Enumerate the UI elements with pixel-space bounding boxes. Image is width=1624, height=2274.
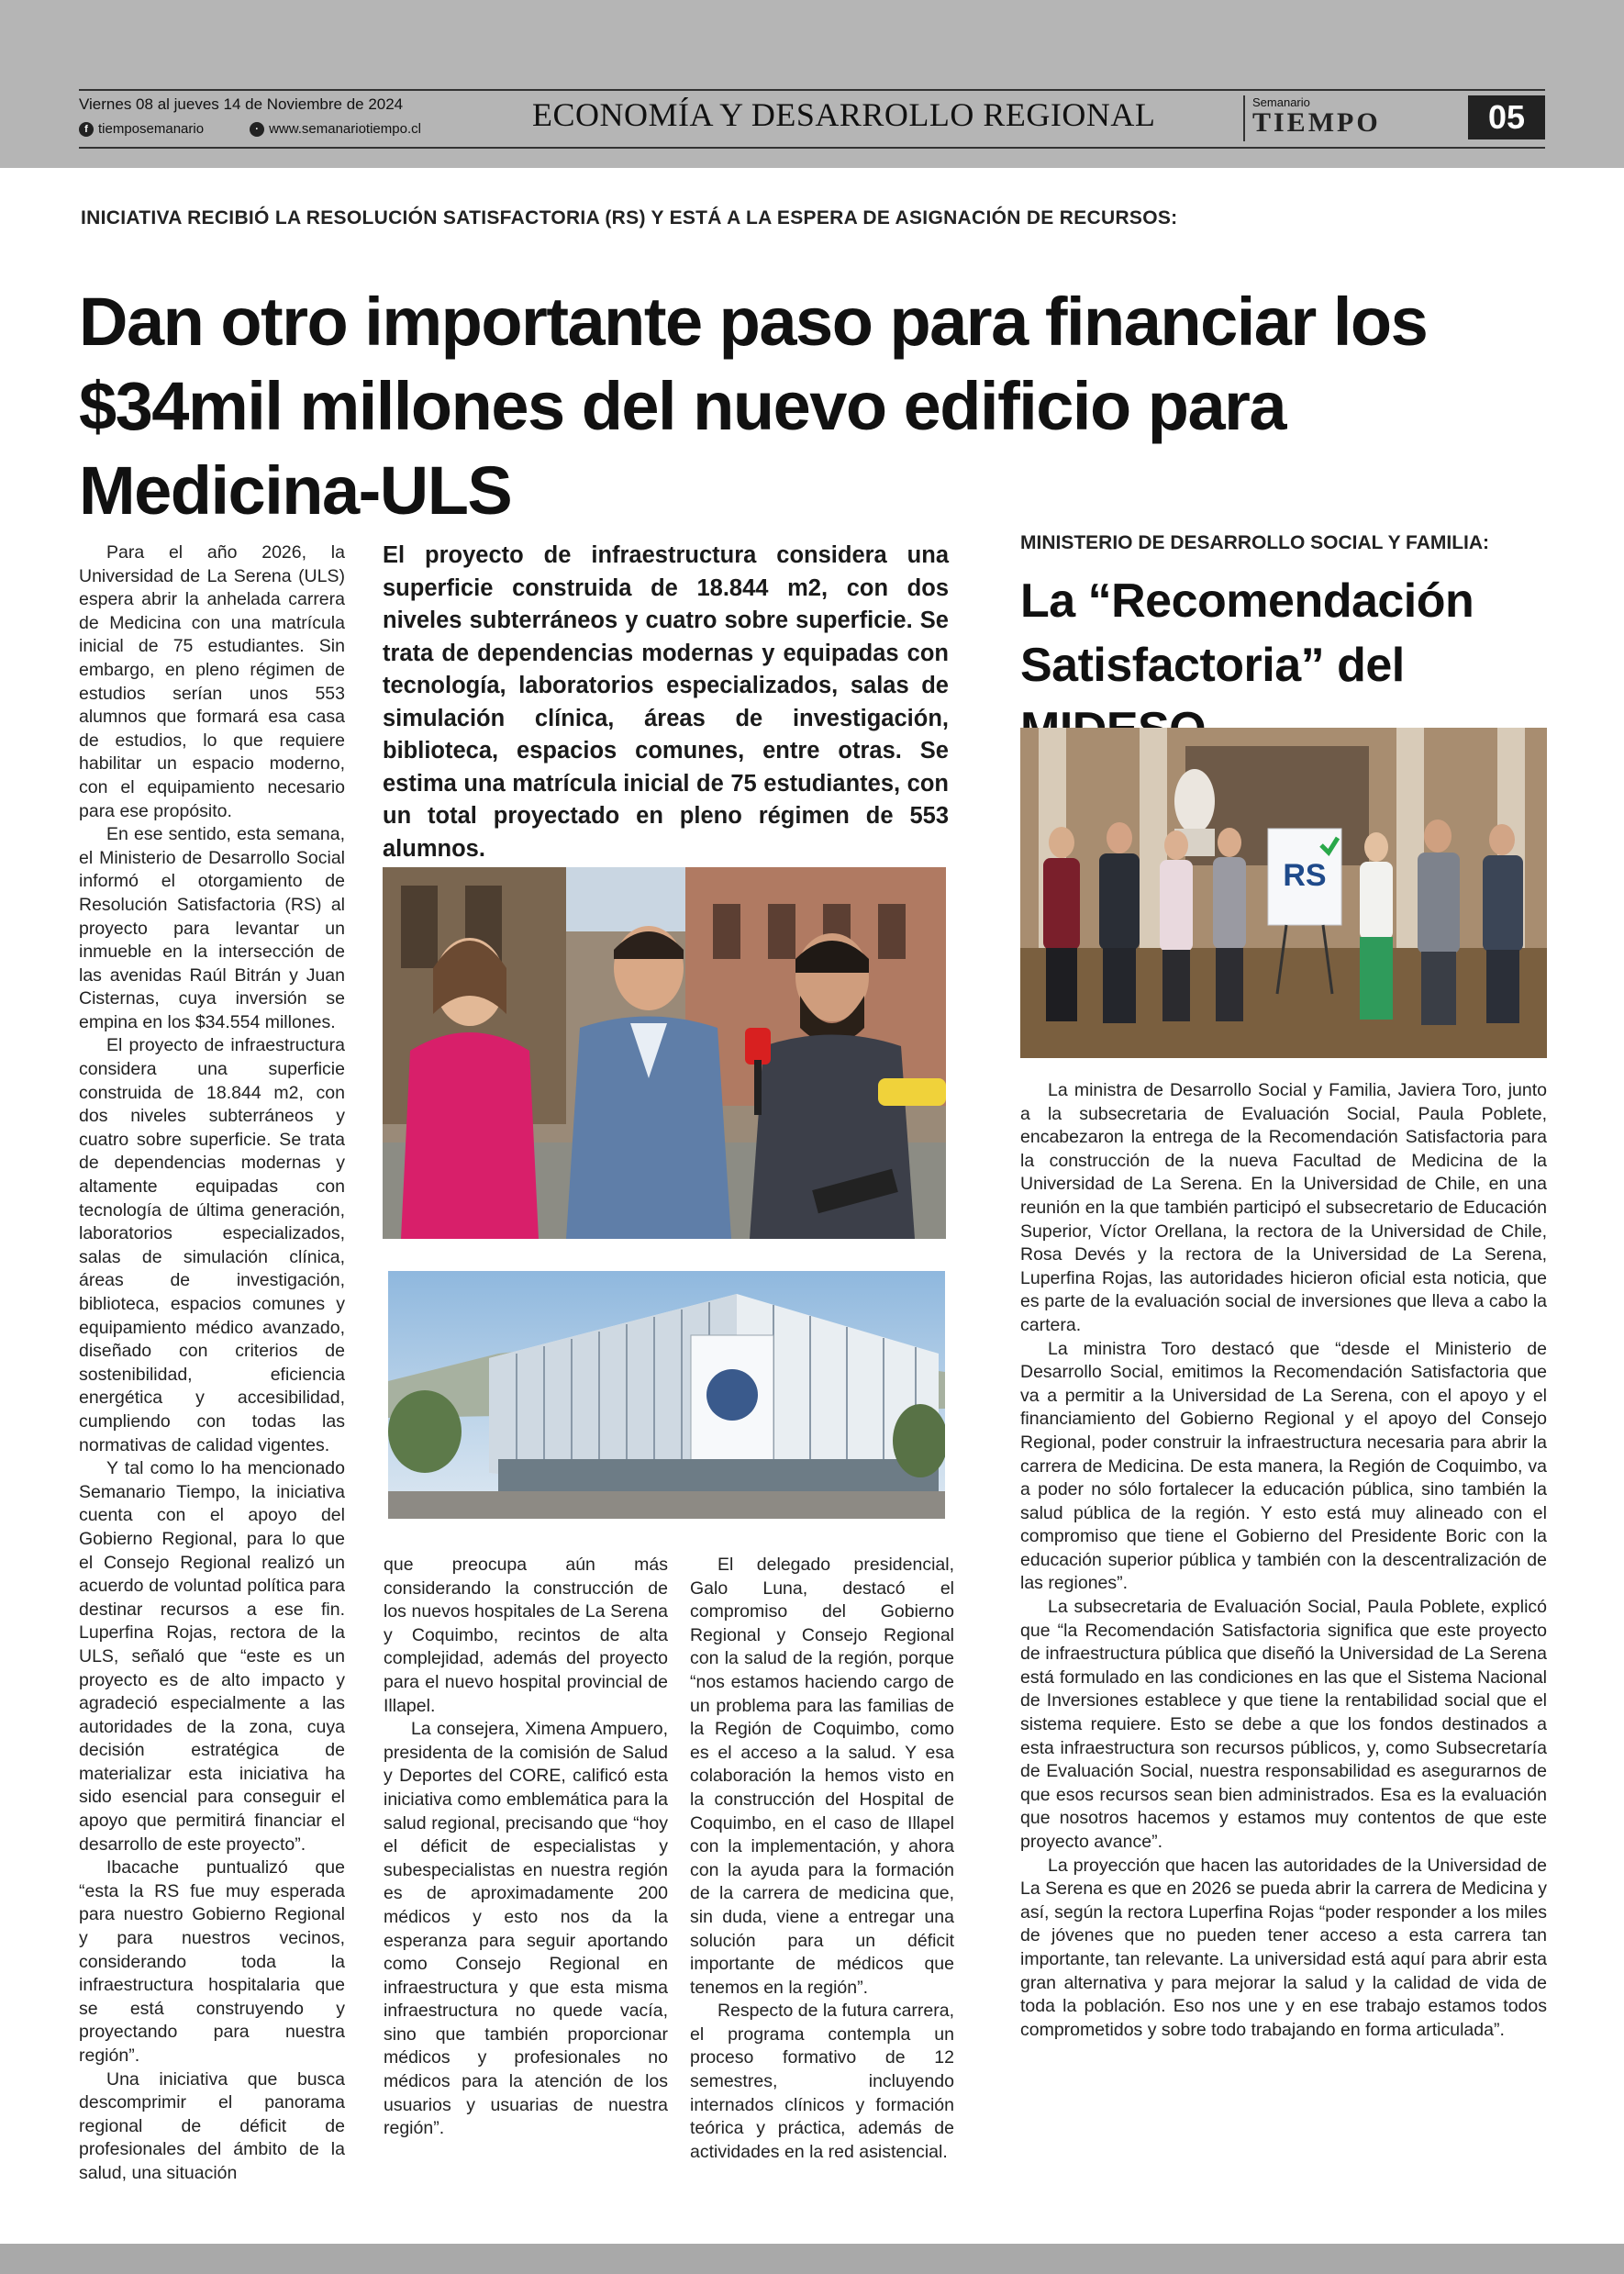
sidebar-body [1020, 1079, 1547, 2042]
header-rule-top [79, 89, 1545, 91]
article-column-2 [384, 1554, 668, 2141]
article-column-3 [690, 1554, 954, 2164]
issue-date: Viernes 08 al jueves 14 de Noviembre de 2024 [79, 95, 404, 113]
page-number: 05 [1468, 95, 1545, 139]
website-link[interactable] [250, 121, 421, 137]
brand-logo [1243, 95, 1436, 141]
article-column-1 [79, 541, 345, 2186]
paragraph: La ministra Toro destacó que “desde el Ministerio de Desarrollo Social, emitimos la Recomendación Satisfactoria que va a permitir a la Universidad de La Serena, con el apoyo y el financiamiento del Gobierno Regional y el apoyo del Consejo Regional, poder construir la infraestructura necesaria para abrir la carrera de Medicina. De esta manera, la Región de Coquimbo, va a poder no sólo fortalecer la educación pública, sino también la salud pública de la región. Y esto está muy alineado con el compromiso que tiene el Gobierno del Presidente Boric con la educación superior pública y también con la descentralización de las regiones”. [1020, 1338, 1547, 1594]
paragraph: que preocupa aún más considerando la construcción de los nuevos hospitales de La Serena y Coquimbo, recintos de alta complejidad, además del proyecto para el nuevo hospital provincial de Illapel. [384, 1555, 668, 1716]
paragraph: El delegado presidencial, Galo Luna, destacó el compromiso del Gobierno Regional y Consejo Regional con la salud de la región, porque “nos estamos haciendo cargo de un problema para las familias de la Región de Coquimbo, como es el acceso a la salud. Y esa colaboración la hemos visto en la construcción del Hospital de Coquimbo, en el caso de Illapel con la implementación, y ahora con la ayuda para la formación de la carrera de medicina que, sin duda, viene a entregar una solución para un déficit importante de médicos que tenemos en la región”. [690, 1555, 954, 1998]
paragraph: Respecto de la futura carrera, el programa contempla un proceso formativo de 12 semestres, incluyendo internados clínicos y formación teórica y práctica, además de actividades en la red asistencial. [690, 2001, 954, 2162]
brand-name: TIEMPO [1252, 107, 1381, 138]
header-rule-bottom [79, 147, 1545, 149]
paragraph: Y tal como lo ha mencionado Semanario Tiempo, la iniciativa cuenta con el apoyo del Gobierno Regional, para lo que el Consejo Regional realizó un acuerdo de voluntad política para destinar recursos a ese fin. Luperfina Rojas, rectora de la ULS, señaló que “este es un proyecto es de alto impacto y agradeció especialmente a las autoridades de la zona, cuya decisión estratégica de materializar esta iniciativa ha sido esencial para conseguir el apoyo que permitirá financiar el desarrollo de este proyecto”. [79, 1458, 345, 1855]
ministry-ceremony-photo [1020, 728, 1547, 1058]
section-title: ECONOMÍA Y DESARROLLO REGIONAL [532, 96, 1156, 133]
globe-icon: · [250, 122, 264, 137]
paragraph: En ese sentido, esta semana, el Ministerio de Desarrollo Social informó el otorgamiento de Resolución Satisfactoria (RS) al proyecto para levantar un inmueble en la intersección de las avenidas Raúl Bitrán y Juan Cisternas, cuya inversión se empina en los $34.554 millones. [79, 824, 345, 1032]
facebook-icon: f [79, 122, 94, 137]
paragraph: La proyección que hacen las autoridades de la Universidad de La Serena es que en 2026 se pueda abrir la carrera de Medicina y así, según la rectora Luperfina Rojas “poder responder a los miles de jóvenes que no pueden tener acceso a esta carrera tan importante, tan relevante. La universidad está aquí para abrir esta gran alternativa y para mejorar la salud y la calidad de vida de toda la población. Eso nos une y en ese trabajo estamos todos comprometidos y sobre todo trabajando en forma articulada”. [1020, 1855, 1547, 2040]
paragraph: El proyecto de infraestructura considera una superficie construida de 18.844 m2, con dos niveles subterráneos y cuatro sobre superficie. Se trata de dependencias modernas y altamente equipadas con tecnología de última generación, laboratorios especializados, salas de simulación clínica, áreas de investigación, biblioteca, espacios comunes y equipamiento médico avanzado, diseñado con criterios de sostenibilidad, eficiencia energética y accesibilidad, cumpliendo con todas las normativas de calidad vigentes. [79, 1035, 345, 1455]
building-render-image [388, 1271, 945, 1519]
paragraph: Ibacache puntualizó que “esta la RS fue muy esperada para nuestro Gobierno Regional y para nuestros vecinos, considerando toda la infraestructura hospitalaria que se está construyendo y proyectando para nuestra región”. [79, 1857, 345, 2066]
paragraph: Una iniciativa que busca descomprimir el panorama regional de déficit de profesionales del ámbito de la salud, una situación [79, 2068, 345, 2183]
page-top-band [0, 0, 1624, 168]
press-conference-photo [383, 867, 946, 1239]
paragraph: La subsecretaria de Evaluación Social, Paula Poblete, explicó que “la Recomendación Satisfactoria significa que este proyecto de infraestructura pública que diseñó la Universidad de La Serena está formulado en las condiciones en las que el Sistema Nacional de Inversiones establece y que tiene la rentabilidad social que el sistema requiere. Esto se debe a que los fondos destinados a esta infraestructura son recursos públicos, y, como Subsecretaría de Evaluación Social, nuestra responsabilidad es asegurarnos de que esos recursos sean bien administrados. Esa es la evaluación que nosotros hacemos y estamos muy contentos de que este proyecto avance”. [1020, 1597, 1547, 1852]
brand-small: Semanario [1252, 95, 1310, 109]
facebook-link[interactable] [79, 121, 204, 137]
rs-sign-text: RS [1283, 858, 1327, 893]
article-lead: El proyecto de infraestructura considera una superficie construida de 18.844 m2, con dos niveles subterráneos y cuatro sobre superficie. Se trata de dependencias modernas y equipadas con tecnología, laboratorios especializados, salas de simulación clínica, áreas de investigación, biblioteca, espacios comunes, entre otras. Se estima una matrícula inicial de 75 estudiantes, con un total proyectado en pleno régimen de 553 alumnos. [383, 542, 949, 862]
paragraph: La consejera, Ximena Ampuero, presidenta de la comisión de Salud y Deportes del CORE, calificó esta iniciativa como emblemática para la salud regional, precisando que “hoy el déficit de especialistas y subespecialistas en nuestra región es de aproximadamente 200 médicos y esto nos da la esperanza para seguir aportando como Consejo Regional en infraestructura y que esta misma infraestructura no quede vacía, sino que también proporcionar médicos y profesionales no médicos para la atención de los usuarios y usuarias de nuestra región”. [384, 1719, 668, 2139]
paragraph: La ministra de Desarrollo Social y Familia, Javiera Toro, junto a la subsecretaria de Evaluación Social, Paula Poblete, encabezaron la entrega de la Recomendación Satisfactoria para la construcción de la nueva Facultad de Medicina de la Universidad de La Serena. En la Universidad de Chile, en una reunión en la que también participó el subsecretario de Educación Superior, Víctor Orellana, la rectora de la Universidad de Chile, Rosa Devés y la rectora de la Universidad de La Serena, Luperfina Rojas, las autoridades hicieron oficial esta noticia, que es parte de la evaluación social de inversiones que lleva a cabo la cartera. [1020, 1080, 1547, 1335]
facebook-handle: tiemposemanario [98, 121, 205, 137]
sidebar-headline: La “Recomendación Satisfactoria” del [1020, 574, 1474, 692]
website-url: www.semanariotiempo.cl [269, 121, 421, 137]
header-social [79, 121, 421, 137]
article-kicker: INICIATIVA RECIBIÓ LA RESOLUCIÓN SATISFACTORIA (RS) Y ESTÁ A LA ESPERA DE ASIGNACIÓN DE RECURSOS: [81, 207, 1178, 229]
sidebar-kicker: MINISTERIO DE DESARROLLO SOCIAL Y FAMILIA: [1020, 532, 1490, 553]
article-headline: Dan otro importante paso para financiar los $34mil millones del nuevo edificio para Medicina-ULS [79, 284, 1428, 529]
paragraph: Para el año 2026, la Universidad de La Serena (ULS) espera abrir la anhelada carrera de Medicina con una matrícula inicial de 75 estudiantes. Sin embargo, en pleno régimen de estudios serían unos 553 alumnos que formará esa casa de estudios, lo que requiere habilitar un espacio moderno, con el equipamiento necesario para ese propósito. [79, 542, 345, 821]
